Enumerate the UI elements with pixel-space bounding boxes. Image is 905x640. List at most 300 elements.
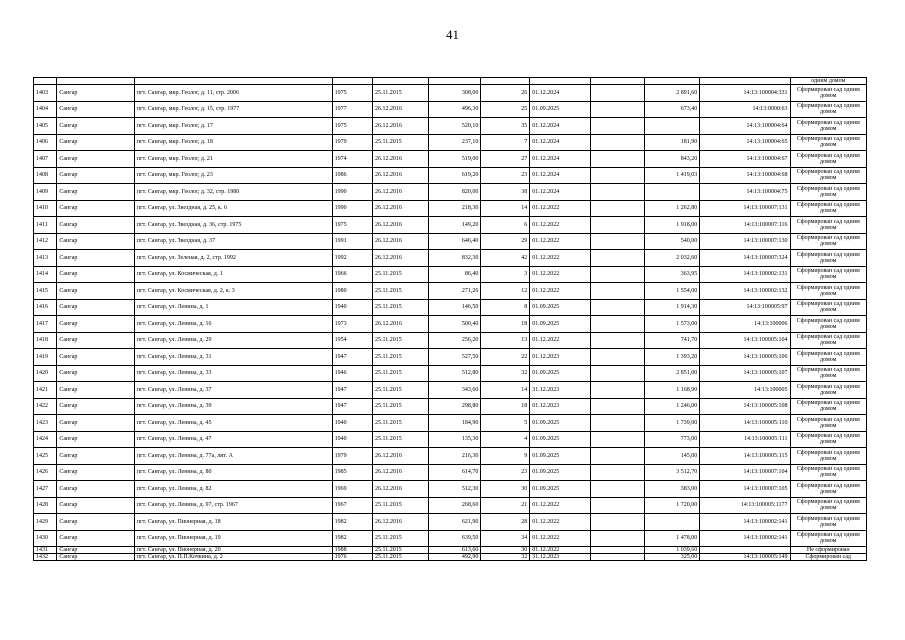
- cost-cell: 1 039,60: [644, 547, 699, 554]
- year-cell: 1974: [332, 151, 372, 168]
- count-cell: 23: [481, 464, 530, 481]
- status-cell: Сформирован сад одним домом: [790, 431, 867, 448]
- year-cell: 1982: [332, 514, 372, 531]
- cost-cell: 1 918,00: [644, 217, 699, 234]
- address-cell: пгт. Сангар, мкр. Геолог, д. 15, стр. 1977: [134, 101, 332, 118]
- row-number-cell: 1430: [34, 530, 57, 547]
- address-cell: пгт. Сангар, ул. Ленина, д. 33: [134, 365, 332, 382]
- territory-cell: Сангар: [57, 85, 135, 102]
- year-cell: 1988: [332, 547, 372, 554]
- empty-cell: [590, 497, 644, 514]
- territory-cell: Сангар: [57, 497, 135, 514]
- planned-date-cell: 01.12.2024: [530, 134, 591, 151]
- address-cell: пгт. Сангар, мкр. Геолог, д. 23: [134, 167, 332, 184]
- row-number-cell: 1405: [34, 118, 57, 135]
- planned-date-cell: 01.09.2025: [530, 464, 591, 481]
- year-cell: 1954: [332, 332, 372, 349]
- year-cell: 1975: [332, 85, 372, 102]
- year-cell: 1992: [332, 250, 372, 267]
- table-row: [34, 415, 867, 432]
- table-row: [34, 233, 867, 250]
- date-cell: 25.11.2015: [372, 299, 428, 316]
- planned-date-cell: 01.12.2022: [530, 283, 591, 300]
- territory-cell: Сангар: [57, 101, 135, 118]
- cost-cell: 1 419,03: [644, 167, 699, 184]
- planned-date-cell: 01.12.2024: [530, 184, 591, 201]
- year-cell: 1980: [332, 283, 372, 300]
- territory-cell: Сангар: [57, 233, 135, 250]
- territory-cell: Сангар: [57, 365, 135, 382]
- area-cell: 216,30: [429, 448, 481, 465]
- status-cell: Сформирован сад одним домом: [790, 481, 867, 498]
- year-cell: 1946: [332, 365, 372, 382]
- count-cell: 29: [481, 233, 530, 250]
- cost-cell: 673,40: [644, 101, 699, 118]
- row-number-cell: 1418: [34, 332, 57, 349]
- row-number-cell: 1409: [34, 184, 57, 201]
- date-cell: 26.12.2016: [372, 184, 428, 201]
- count-cell: 7: [481, 134, 530, 151]
- cadastral-number-cell: 14:13:100004:65: [700, 134, 790, 151]
- territory-cell: Сангар: [57, 118, 135, 135]
- area-cell: 268,60: [429, 497, 481, 514]
- date-cell: 26.12.2016: [372, 448, 428, 465]
- empty-cell: [590, 118, 644, 135]
- cadastral-number-cell: 14:13:100006: [700, 316, 790, 333]
- count-cell: 3: [481, 266, 530, 283]
- address-cell: пгт. Сангар, мкр. Геолог, д. 18: [134, 134, 332, 151]
- cost-cell: 3 512,70: [644, 464, 699, 481]
- empty-cell: [590, 266, 644, 283]
- area-cell: 639,50: [429, 530, 481, 547]
- cadastral-number-cell: 14:13:100004:64: [700, 118, 790, 135]
- row-number-cell: 1431: [34, 547, 57, 554]
- territory-cell: Сангар: [57, 184, 135, 201]
- status-cell: Сформирован сад одним домом: [790, 266, 867, 283]
- address-cell: пгт. Сангар, ул. Зеленая, д. 2, стр. 1992: [134, 250, 332, 267]
- empty-cell: [590, 217, 644, 234]
- area-cell: 492,90: [429, 554, 481, 561]
- planned-date-cell: 01.12.2022: [530, 514, 591, 531]
- empty-cell: [590, 101, 644, 118]
- planned-date-cell: 01.12.2024: [530, 118, 591, 135]
- planned-date-cell: 01.09.2025: [530, 448, 591, 465]
- empty-cell: [590, 481, 644, 498]
- table-row: [34, 398, 867, 415]
- cost-cell: [644, 514, 699, 531]
- date-cell: 26.12.2016: [372, 167, 428, 184]
- year-cell: 1976: [332, 554, 372, 561]
- address-cell: пгт. Сангар, ул. Ленина, д. 31: [134, 349, 332, 366]
- table-row: [34, 514, 867, 531]
- empty-cell: [590, 349, 644, 366]
- count-cell: 14: [481, 200, 530, 217]
- empty-cell: [590, 316, 644, 333]
- row-number-cell: 1406: [34, 134, 57, 151]
- planned-date-cell: 01.12.2024: [530, 85, 591, 102]
- table-row: [34, 464, 867, 481]
- row-number-cell: 1417: [34, 316, 57, 333]
- planned-date-cell: 31.12.2023: [530, 554, 591, 561]
- status-cell: Сформирован сад одним домом: [790, 514, 867, 531]
- year-cell: 1940: [332, 431, 372, 448]
- cost-cell: 1 478,00: [644, 530, 699, 547]
- status-cell: Сформирован сад одним домом: [790, 448, 867, 465]
- territory-cell: Сангар: [57, 415, 135, 432]
- territory-cell: Сангар: [57, 349, 135, 366]
- table-row: [34, 283, 867, 300]
- date-cell: 25.11.2015: [372, 497, 428, 514]
- count-cell: 18: [481, 316, 530, 333]
- count-cell: 6: [481, 217, 530, 234]
- area-cell: 271,26: [429, 283, 481, 300]
- cost-cell: 325,00: [644, 554, 699, 561]
- cadastral-number-cell: 14:13:100005:104: [700, 332, 790, 349]
- empty-cell: [590, 530, 644, 547]
- year-cell: 1967: [332, 497, 372, 514]
- cost-cell: 1 168,90: [644, 382, 699, 399]
- cost-cell: 363,95: [644, 266, 699, 283]
- address-cell: пгт. Сангар, ул. Ленина, д. 37: [134, 382, 332, 399]
- status-cell: Сформирован сад одним домом: [790, 167, 867, 184]
- date-cell: 26.12.2016: [372, 250, 428, 267]
- area-cell: 184,90: [429, 415, 481, 432]
- table-row: [34, 382, 867, 399]
- year-cell: 1940: [332, 299, 372, 316]
- address-cell: пгт. Сангар, ул. Космическая, д. 2, к. 3: [134, 283, 332, 300]
- address-cell: пгт. Сангар, ул. Звездная, д. 36, стр. 1975: [134, 217, 332, 234]
- count-cell: 27: [481, 151, 530, 168]
- date-cell: 26.12.2016: [372, 514, 428, 531]
- cadastral-number-cell: 14:13:100002:141: [700, 514, 790, 531]
- cadastral-number-cell: 14:13:100007:130: [700, 233, 790, 250]
- area-cell: 619,20: [429, 167, 481, 184]
- count-cell: 30: [481, 481, 530, 498]
- cadastral-number-cell: 14:13:100005:110: [700, 415, 790, 432]
- territory-cell: Сангар: [57, 200, 135, 217]
- area-cell: 512,80: [429, 365, 481, 382]
- row-number-cell: 1426: [34, 464, 57, 481]
- cost-cell: 1 573,00: [644, 316, 699, 333]
- table-row: [34, 481, 867, 498]
- territory-cell: Сангар: [57, 448, 135, 465]
- address-cell: пгт. Сангар, ул. П.П.Кочкина, д. 2: [134, 554, 332, 561]
- table-row: [34, 266, 867, 283]
- cadastral-number-cell: 14:13:100005:149: [700, 554, 790, 561]
- cadastral-number-cell: 14:13:100005:108: [700, 398, 790, 415]
- empty-cell: [590, 332, 644, 349]
- count-cell: 18: [481, 398, 530, 415]
- row-number-cell: 1422: [34, 398, 57, 415]
- count-cell: 34: [481, 530, 530, 547]
- area-cell: 298,80: [429, 398, 481, 415]
- area-cell: 256,20: [429, 332, 481, 349]
- area-cell: 512,30: [429, 481, 481, 498]
- cadastral-number-cell: 14:13:100007:131: [700, 200, 790, 217]
- cadastral-number-cell: [700, 547, 790, 554]
- table-row: [34, 316, 867, 333]
- cost-cell: 1 720,00: [644, 497, 699, 514]
- count-cell: 22: [481, 349, 530, 366]
- row-number-cell: 1414: [34, 266, 57, 283]
- area-cell: 519,00: [429, 151, 481, 168]
- table-row: [34, 200, 867, 217]
- planned-date-cell: 01.09.2025: [530, 101, 591, 118]
- cost-cell: 540,00: [644, 233, 699, 250]
- cadastral-number-cell: 14:13:100002:132: [700, 283, 790, 300]
- status-cell: Сформирован сад одним домом: [790, 250, 867, 267]
- table-row: [34, 365, 867, 382]
- row-number-cell: 1429: [34, 514, 57, 531]
- empty-cell: [590, 464, 644, 481]
- row-number-cell: 1415: [34, 283, 57, 300]
- cadastral-number-cell: 14:13:100007:116: [700, 217, 790, 234]
- cost-cell: 383,00: [644, 481, 699, 498]
- empty-cell: [590, 299, 644, 316]
- year-cell: 1975: [332, 118, 372, 135]
- planned-date-cell: 01.09.2025: [530, 415, 591, 432]
- territory-cell: Сангар: [57, 134, 135, 151]
- area-cell: 614,70: [429, 464, 481, 481]
- row-number-cell: 1421: [34, 382, 57, 399]
- date-cell: 26.12.2016: [372, 217, 428, 234]
- date-cell: 25.11.2015: [372, 530, 428, 547]
- cost-cell: 181,90: [644, 134, 699, 151]
- row-number-cell: 1423: [34, 415, 57, 432]
- table-row: [34, 85, 867, 102]
- row-number-cell: 1427: [34, 481, 57, 498]
- row-number-cell: 1403: [34, 85, 57, 102]
- count-cell: 13: [481, 332, 530, 349]
- status-cell: Сформирован сад одним домом: [790, 134, 867, 151]
- territory-cell: Сангар: [57, 332, 135, 349]
- planned-date-cell: 01.09.2025: [530, 481, 591, 498]
- address-cell: пгт. Сангар, ул. Ленина, д. 16: [134, 316, 332, 333]
- count-cell: 30: [481, 547, 530, 554]
- table-row: [34, 332, 867, 349]
- planned-date-cell: 01.09.2025: [530, 431, 591, 448]
- count-cell: 21: [481, 497, 530, 514]
- address-cell: пгт. Сангар, ул. Ленина, д. 82: [134, 481, 332, 498]
- cost-cell: 1 554,00: [644, 283, 699, 300]
- territory-cell: Сангар: [57, 316, 135, 333]
- area-cell: 218,30: [429, 200, 481, 217]
- empty-cell: [590, 184, 644, 201]
- empty-cell: [590, 151, 644, 168]
- status-cell: Сформирован сад одним домом: [790, 349, 867, 366]
- year-cell: 1991: [332, 233, 372, 250]
- cost-cell: 741,70: [644, 332, 699, 349]
- page-number: 41: [446, 27, 459, 42]
- row-number-cell: 1404: [34, 101, 57, 118]
- empty-cell: [590, 200, 644, 217]
- cadastral-number-cell: 14:13:0000:63: [700, 101, 790, 118]
- territory-cell: Сангар: [57, 250, 135, 267]
- address-cell: пгт. Сангар, ул. Ленина, д. 1: [134, 299, 332, 316]
- planned-date-cell: 01.12.2023: [530, 398, 591, 415]
- count-cell: 14: [481, 382, 530, 399]
- area-cell: 237,10: [429, 134, 481, 151]
- date-cell: 26.12.2016: [372, 316, 428, 333]
- area-cell: 832,30: [429, 250, 481, 267]
- cadastral-number-cell: 14:13:100005:1177: [700, 497, 790, 514]
- status-cell: Сформирован сад одним домом: [790, 415, 867, 432]
- year-cell: 1947: [332, 382, 372, 399]
- table-row: [34, 151, 867, 168]
- address-cell: пгт. Сангар, ул. Ленина, д. 47: [134, 431, 332, 448]
- territory-cell: Сангар: [57, 514, 135, 531]
- territory-cell: Сангар: [57, 481, 135, 498]
- table-row: [34, 299, 867, 316]
- empty-cell: [590, 431, 644, 448]
- date-cell: 25.11.2015: [372, 398, 428, 415]
- planned-date-cell: 01.12.2022: [530, 332, 591, 349]
- planned-date-cell: 01.12.2022: [530, 200, 591, 217]
- date-cell: 25.11.2015: [372, 415, 428, 432]
- count-cell: 12: [481, 283, 530, 300]
- cadastral-number-cell: 14:13:100004:75: [700, 184, 790, 201]
- planned-date-cell: 01.09.2025: [530, 299, 591, 316]
- row-number-cell: 1419: [34, 349, 57, 366]
- table-row-continued: [34, 78, 867, 85]
- status-cell: Сформирован сад одним домом: [790, 151, 867, 168]
- status-cell: Сформирован сад одним домом: [790, 497, 867, 514]
- address-cell: пгт. Сангар, ул. Ленина, д. 97, стр. 1967: [134, 497, 332, 514]
- count-cell: 32: [481, 365, 530, 382]
- planned-date-cell: 31.12.2023: [530, 382, 591, 399]
- date-cell: 25.11.2015: [372, 382, 428, 399]
- status-cell: Сформирован сад одним домом: [790, 530, 867, 547]
- area-cell: 149,20: [429, 217, 481, 234]
- status-cell: Сформирован сад одним домом: [790, 398, 867, 415]
- row-number-cell: 1425: [34, 448, 57, 465]
- cadastral-number-cell: 14:13:100005:111: [700, 431, 790, 448]
- count-cell: 5: [481, 415, 530, 432]
- status-cell: Сформирован сад одним домом: [790, 184, 867, 201]
- year-cell: 1990: [332, 184, 372, 201]
- planned-date-cell: 01.12.2022: [530, 547, 591, 554]
- table-row: [34, 547, 867, 554]
- address-cell: пгт. Сангар, мкр. Геолог, д. 21: [134, 151, 332, 168]
- row-number-cell: 1420: [34, 365, 57, 382]
- count-cell: 9: [481, 448, 530, 465]
- planned-date-cell: 01.12.2022: [530, 217, 591, 234]
- register-table: [33, 77, 867, 561]
- cadastral-number-cell: 14:13:100007:104: [700, 464, 790, 481]
- cadastral-number-cell: 14:13:100005:115: [700, 448, 790, 465]
- table-row: [34, 217, 867, 234]
- row-number-cell: 1408: [34, 167, 57, 184]
- cost-cell: 1 393,20: [644, 349, 699, 366]
- count-cell: 23: [481, 167, 530, 184]
- empty-cell: [590, 85, 644, 102]
- empty-cell: [590, 415, 644, 432]
- status-cell: Сформирован сад одним домом: [790, 283, 867, 300]
- empty-cell: [590, 250, 644, 267]
- table-row: [34, 497, 867, 514]
- table-row: [34, 349, 867, 366]
- planned-date-cell: 01.12.2023: [530, 349, 591, 366]
- cadastral-number-cell: 14:13:100005:106: [700, 349, 790, 366]
- status-cell: Сформирован сад одним домом: [790, 382, 867, 399]
- status-cell: Сформирован сад одним домом: [790, 118, 867, 135]
- address-cell: пгт. Сангар, ул. Ленина, д. 77а, лит. А: [134, 448, 332, 465]
- row-number-cell: 1411: [34, 217, 57, 234]
- area-cell: 308,00: [429, 85, 481, 102]
- date-cell: 25.11.2015: [372, 365, 428, 382]
- status-cell: Сформирован сад одним домом: [790, 233, 867, 250]
- empty-cell: [590, 283, 644, 300]
- date-cell: 25.11.2015: [372, 554, 428, 561]
- count-cell: 26: [481, 85, 530, 102]
- table-row: [34, 184, 867, 201]
- date-cell: 25.11.2015: [372, 134, 428, 151]
- cadastral-number-cell: 14:13:100002:131: [700, 266, 790, 283]
- count-cell: 28: [481, 514, 530, 531]
- cost-cell: 2 891,60: [644, 85, 699, 102]
- year-cell: 1990: [332, 200, 372, 217]
- empty-cell: [590, 365, 644, 382]
- territory-cell: Сангар: [57, 167, 135, 184]
- status-cell: Сформирован сад одним домом: [790, 85, 867, 102]
- year-cell: 1979: [332, 448, 372, 465]
- empty-cell: [590, 398, 644, 415]
- empty-cell: [590, 514, 644, 531]
- empty-cell: [590, 134, 644, 151]
- area-cell: 135,30: [429, 431, 481, 448]
- status-cell: Сформирован сад одним домом: [790, 101, 867, 118]
- table-row: [34, 448, 867, 465]
- planned-date-cell: 01.09.2025: [530, 316, 591, 333]
- date-cell: 25.11.2015: [372, 283, 428, 300]
- cadastral-number-cell: 14:13:100004:68: [700, 167, 790, 184]
- area-cell: 343,60: [429, 382, 481, 399]
- cadastral-number-cell: 14:13:100005:97: [700, 299, 790, 316]
- address-cell: пгт. Сангар, ул. Ленина, д. 39: [134, 398, 332, 415]
- row-number-cell: 1407: [34, 151, 57, 168]
- address-cell: пгт. Сангар, ул. Звездная, д. 25, к. 6: [134, 200, 332, 217]
- status-cell: одним домом: [790, 78, 867, 85]
- table-row: [34, 134, 867, 151]
- year-cell: 1969: [332, 481, 372, 498]
- empty-cell: [590, 382, 644, 399]
- status-cell: Сформирован сад одним домом: [790, 464, 867, 481]
- empty-cell: [590, 554, 644, 561]
- address-cell: пгт. Сангар, мкр. Геолог, д. 32, стр. 1980: [134, 184, 332, 201]
- table-row: [34, 118, 867, 135]
- empty-cell: [590, 448, 644, 465]
- status-cell: Сформирован сад одним домом: [790, 217, 867, 234]
- cost-cell: 1 739,00: [644, 415, 699, 432]
- cadastral-number-cell: 14:13:100002:141: [700, 530, 790, 547]
- row-number-cell: 1428: [34, 497, 57, 514]
- area-cell: 496,30: [429, 101, 481, 118]
- cost-cell: 773,00: [644, 431, 699, 448]
- status-cell: Сформирован сад одним домом: [790, 316, 867, 333]
- date-cell: 25.11.2015: [372, 266, 428, 283]
- year-cell: 1947: [332, 349, 372, 366]
- address-cell: пгт. Сангар, ул. Ленина, д. 29: [134, 332, 332, 349]
- address-cell: пгт. Сангар, мкр. Геолог, д. 11, стр. 2006: [134, 85, 332, 102]
- count-cell: 8: [481, 299, 530, 316]
- area-cell: 500,40: [429, 316, 481, 333]
- area-cell: 621,90: [429, 514, 481, 531]
- year-cell: 1982: [332, 530, 372, 547]
- planned-date-cell: 01.12.2024: [530, 151, 591, 168]
- table-row: [34, 554, 867, 561]
- empty-cell: [590, 233, 644, 250]
- planned-date-cell: 01.12.2022: [530, 250, 591, 267]
